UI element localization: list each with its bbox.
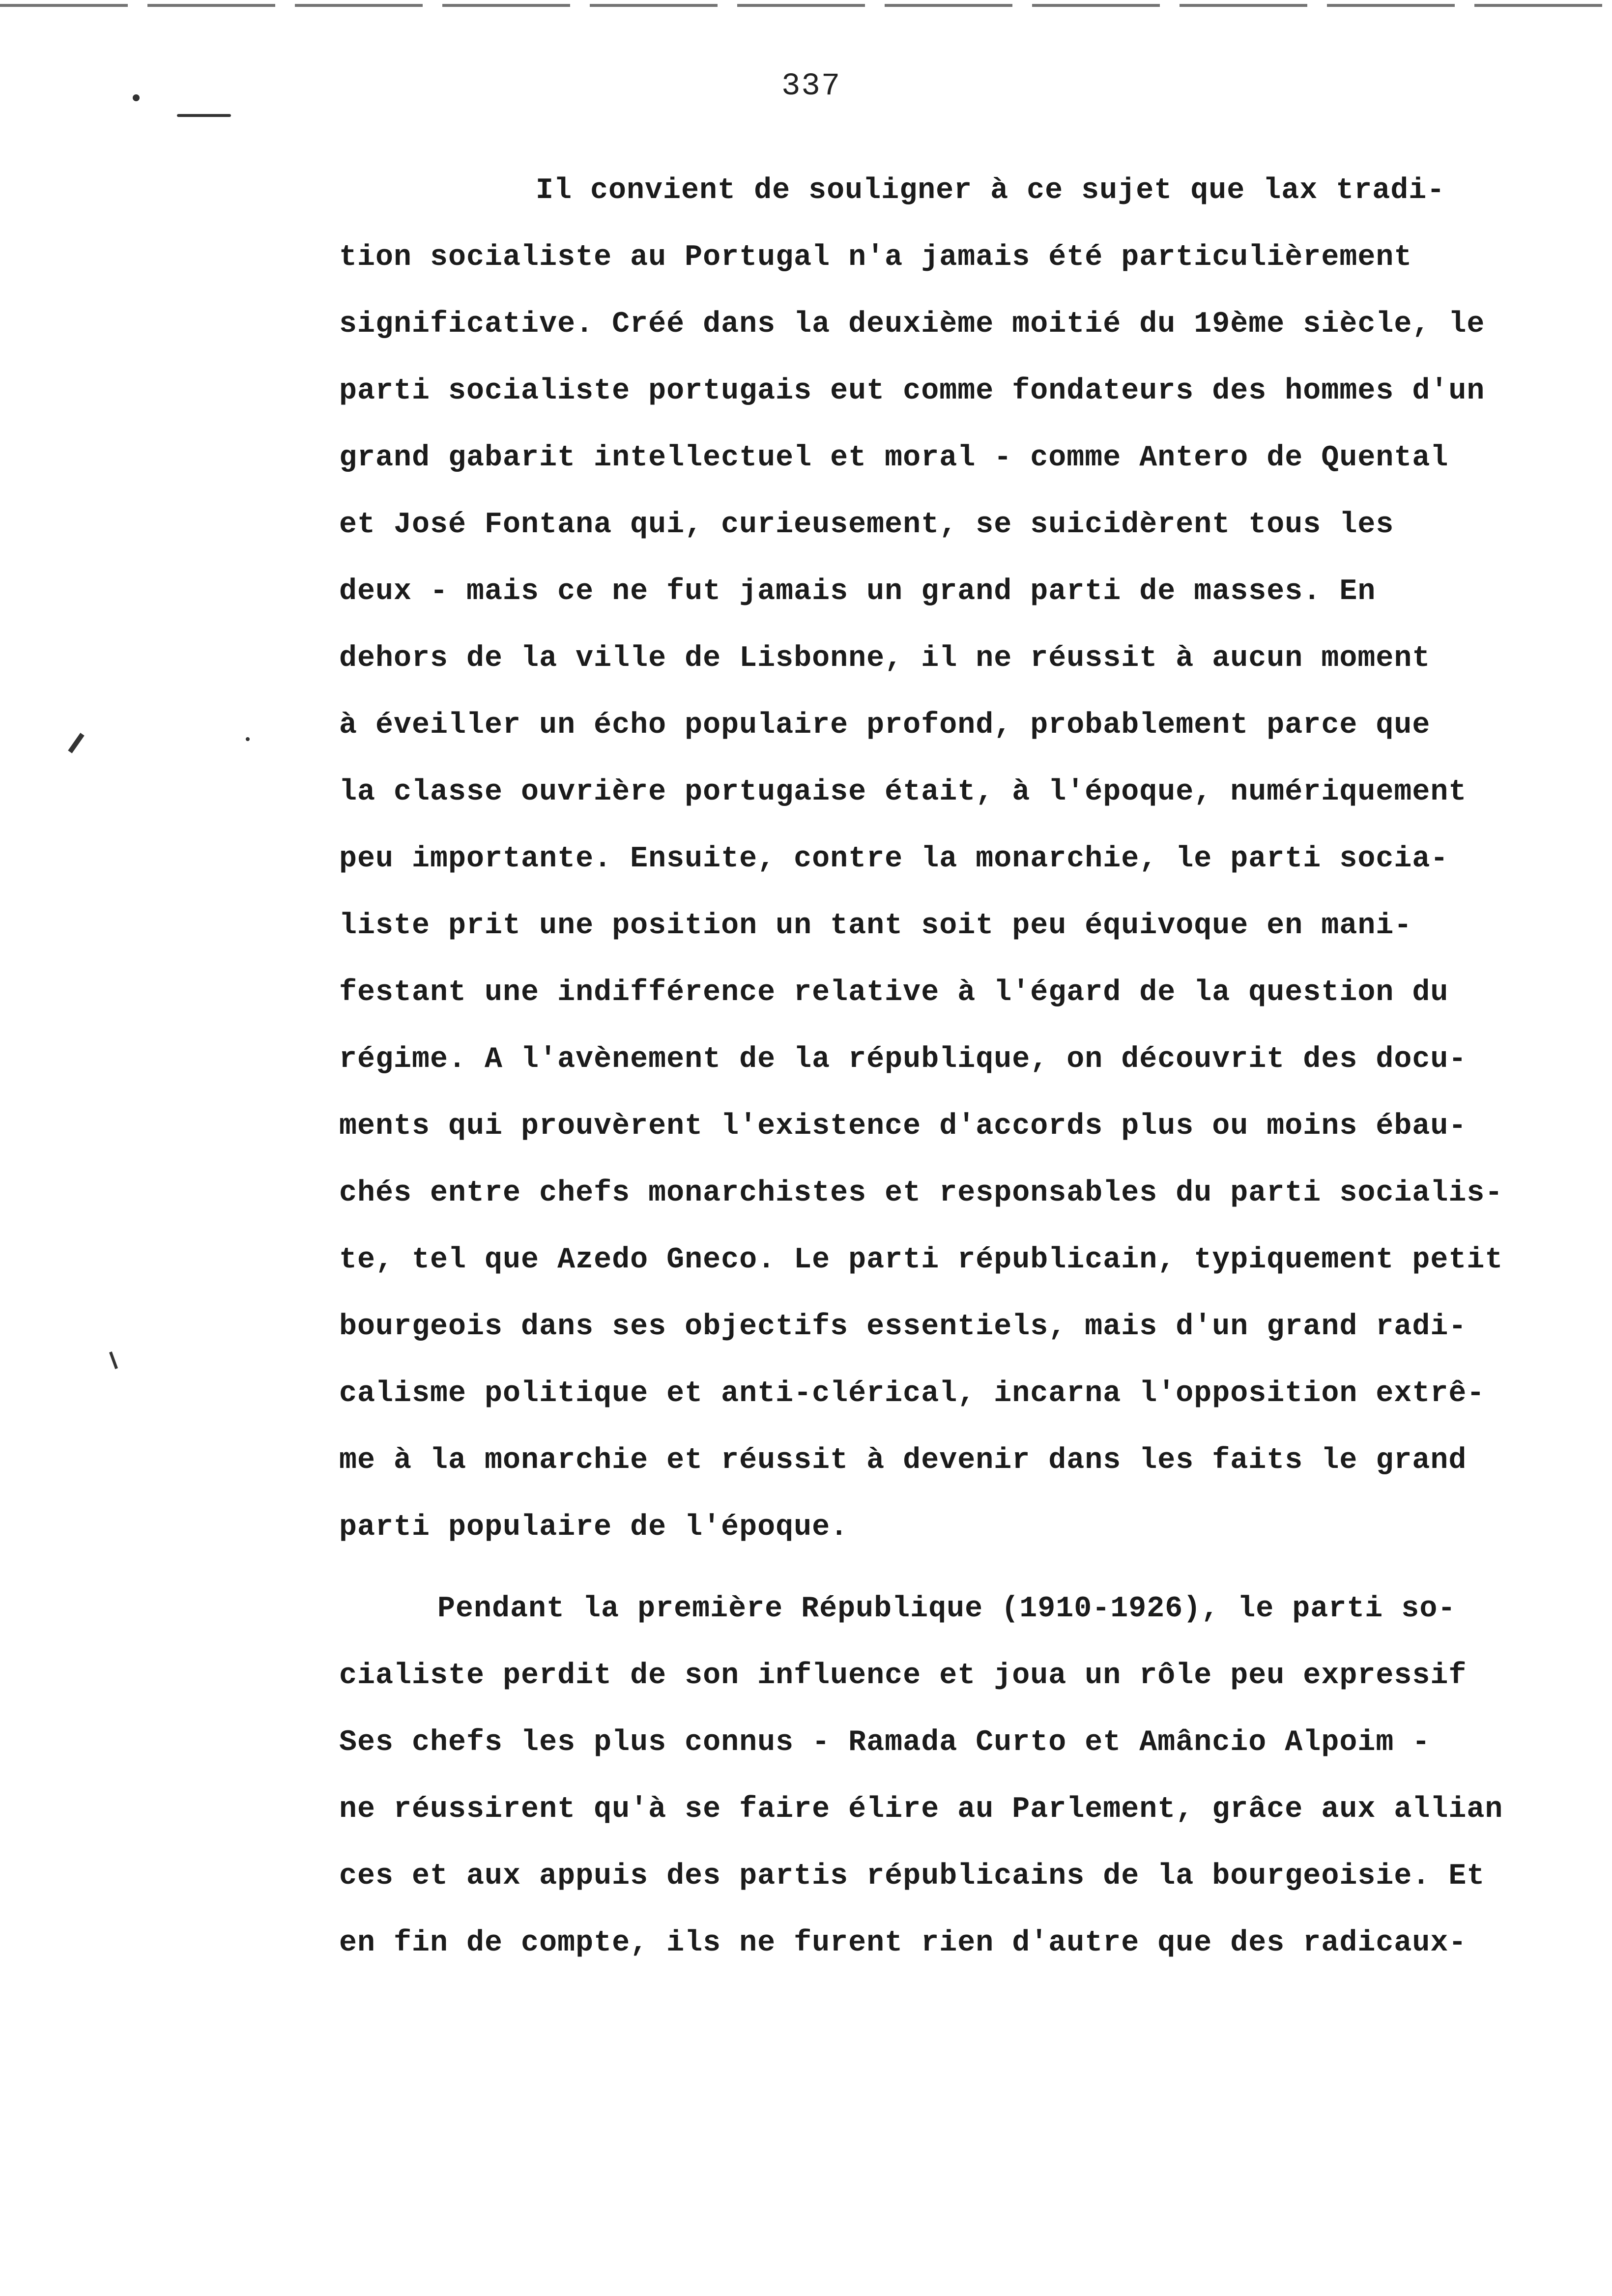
text-line: ments qui prouvèrent l'existence d'accords plus ou moins ébau- (339, 1110, 1467, 1143)
text-line: la classe ouvrière portugaise était, à l'époque, numériquement (339, 775, 1467, 809)
text-line: deux - mais ce ne fut jamais un grand parti de masses. En (339, 575, 1376, 608)
text-line: bourgeois dans ses objectifs essentiels, mais d'un grand radi- (339, 1310, 1467, 1344)
text-line: Ses chefs les plus connus - Ramada Curto et Amâncio Alpoim - (339, 1726, 1431, 1759)
text-line: tion socialiste au Portugal n'a jamais été particulièrement (339, 241, 1412, 274)
stray-dash-mark (177, 114, 231, 117)
text-line: en fin de compte, ils ne furent rien d'autre que des radicaux- (339, 1926, 1467, 1960)
text-line: Pendant la première République (1910-1926), le parti so- (437, 1592, 1456, 1626)
text-line: dehors de la ville de Lisbonne, il ne réussit à aucun moment (339, 642, 1431, 675)
text-line: parti socialiste portugais eut comme fondateurs des hommes d'un (339, 374, 1485, 408)
text-line: Il convient de souligner à ce sujet que lax tradi- (536, 174, 1445, 207)
text-line: grand gabarit intellectuel et moral - comme Antero de Quental (339, 441, 1449, 475)
text-line: peu importante. Ensuite, contre la monarchie, le parti socia- (339, 842, 1449, 876)
margin-tick-mark (109, 1351, 118, 1369)
text-line: régime. A l'avènement de la république, on découvrit des docu- (339, 1043, 1467, 1076)
text-line: te, tel que Azedo Gneco. Le parti républicain, typiquement petit (339, 1243, 1503, 1277)
top-page-rule (0, 4, 1612, 7)
text-line: significative. Créé dans la deuxième moitié du 19ème siècle, le (339, 308, 1485, 341)
text-line: chés entre chefs monarchistes et responsables du parti socialis- (339, 1177, 1503, 1210)
text-line: me à la monarchie et réussit à devenir dans les faits le grand (339, 1444, 1467, 1477)
text-line: cialiste perdit de son influence et joua un rôle peu expressif (339, 1659, 1467, 1693)
text-line: et José Fontana qui, curieusement, se suicidèrent tous les (339, 508, 1394, 542)
text-line: parti populaire de l'époque. (339, 1511, 849, 1544)
text-line: calisme politique et anti-clérical, incarna l'opposition extrê- (339, 1377, 1485, 1410)
text-line: festant une indifférence relative à l'égard de la question du (339, 976, 1449, 1009)
text-line: à éveiller un écho populaire profond, probablement parce que (339, 709, 1431, 742)
margin-stroke-mark (68, 733, 84, 753)
text-line: liste prit une position un tant soit peu équivoque en mani- (339, 909, 1412, 943)
document-body (339, 157, 1597, 1977)
paragraph-gap (339, 1561, 1597, 1576)
stray-dot-mark (133, 94, 140, 101)
paragraph-1 (339, 157, 1597, 1561)
page-number: 337 (781, 69, 841, 104)
text-line: ces et aux appuis des partis républicains de la bourgeoisie. Et (339, 1860, 1485, 1893)
paragraph-2 (339, 1576, 1597, 1977)
text-line: ne réussirent qu'à se faire élire au Parlement, grâce aux allian (339, 1793, 1503, 1826)
margin-dot-mark (246, 737, 250, 741)
